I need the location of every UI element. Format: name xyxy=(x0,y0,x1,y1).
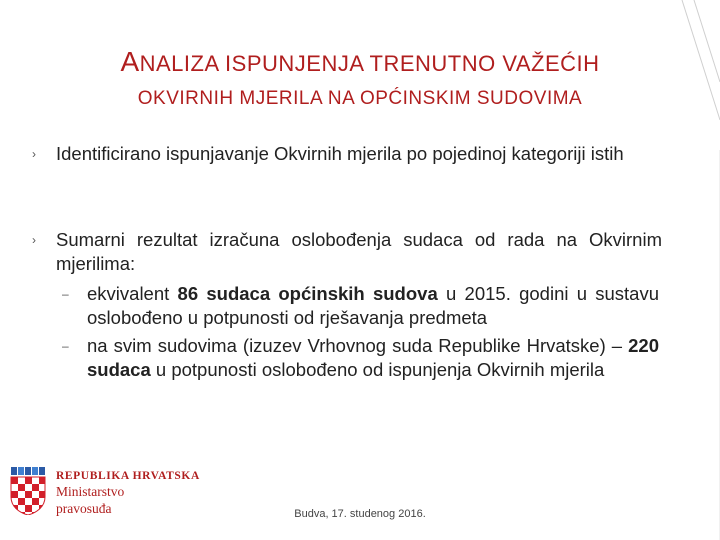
sub-bullet-marker: – xyxy=(62,339,69,353)
sub-text-pre: ekvivalent xyxy=(87,283,178,304)
sub-text-pre: na svim sudovima (izuzev Vrhovnog suda Republike Hrvatske) – xyxy=(87,335,629,356)
logo-line-justice: pravosuđa xyxy=(56,501,112,516)
sub-bullet-text xyxy=(87,334,659,382)
sub-text-bold: 220 sudaca xyxy=(87,335,659,380)
sub-text-bold: 86 sudaca općinskih sudova xyxy=(177,283,438,304)
decorative-lines xyxy=(660,0,720,540)
bullet-item xyxy=(32,142,668,166)
logo-line-republic: REPUBLIKA HRVATSKA xyxy=(56,470,200,482)
bullet-marker: › xyxy=(32,147,36,161)
bullet-marker: › xyxy=(32,233,36,247)
slide-title-line-2: OKVIRNIH MJERILA NA OPĆINSKIM SUDOVIMA xyxy=(137,88,583,109)
bullet-text: Sumarni rezultat izračuna oslobođenja sudaca od rada na Okvirnim mjerilima: xyxy=(56,229,662,274)
sub-text-post: u potpunosti oslobođeno od ispunjenja Okvirnih mjerila xyxy=(150,359,605,380)
title-rest: NALIZA ISPUNJENJA TRENUTNO VAŽEĆIH xyxy=(139,51,600,76)
logo-line-ministry: Ministarstvo xyxy=(56,484,125,499)
sub-bullet-marker: – xyxy=(62,287,69,301)
title-initial-cap: A xyxy=(120,46,140,77)
slide-title-line-1 xyxy=(0,46,720,78)
sub-bullet-item xyxy=(62,282,660,330)
sub-bullet-text xyxy=(87,282,659,330)
footer-date: Budva, 17. studenog 2016. xyxy=(294,508,426,520)
sub-bullet-item xyxy=(62,334,660,382)
sub-text-post: u 2015. godini u sustavu oslobođeno u potpunosti od rješavanja predmeta xyxy=(87,283,660,328)
bullet-item xyxy=(32,228,668,276)
bullet-text: Identificirano ispunjavanje Okvirnih mjerila po pojedinoj kategoriji istih xyxy=(56,143,624,164)
